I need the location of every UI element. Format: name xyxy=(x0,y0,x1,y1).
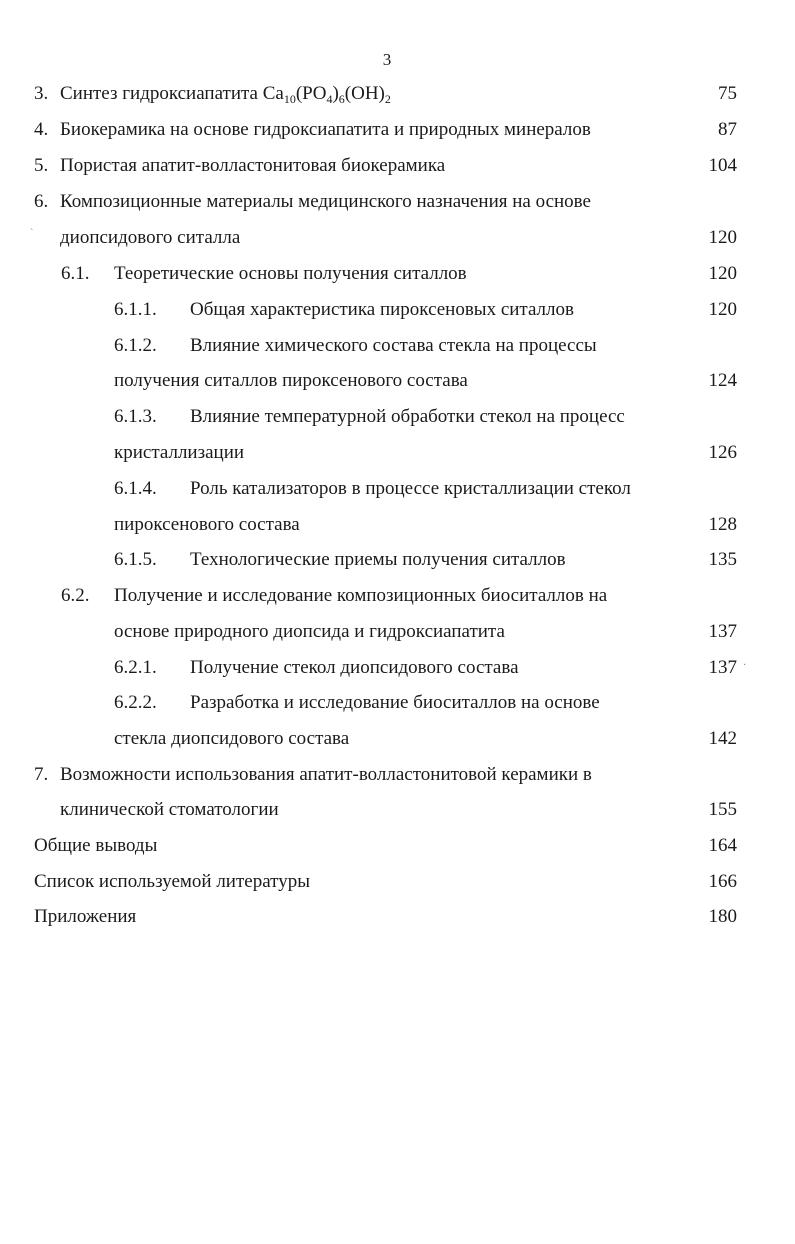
toc-page: 137 xyxy=(708,621,737,642)
toc-title: Список используемой литературы xyxy=(34,871,310,892)
toc-title: Биокерамика на основе гидроксиапатита и природных минералов xyxy=(60,119,591,140)
toc-page: 124 xyxy=(708,370,737,391)
toc-page: 164 xyxy=(708,835,737,856)
page-number: 3 xyxy=(382,50,392,69)
toc-title: Теоретические основы получения ситаллов xyxy=(114,263,467,284)
toc-title-cont: диопсидового ситалла xyxy=(60,227,241,248)
toc-number: 6.1.1. xyxy=(114,299,157,320)
toc-number: 7. xyxy=(34,764,49,785)
toc-page: 120 xyxy=(708,299,737,320)
toc-title: Технологические приемы получения ситаллов xyxy=(190,549,566,570)
toc-page: 137 xyxy=(708,657,737,678)
toc-number: 6.1.4. xyxy=(114,478,157,499)
toc-title: Влияние химического состава стекла на процессы xyxy=(190,335,597,356)
toc-number: 3. xyxy=(34,83,49,104)
toc-title-cont: основе природного диопсида и гидроксиапатита xyxy=(114,621,505,642)
toc-number: 6.2.2. xyxy=(114,692,157,713)
toc-page: 155 xyxy=(708,799,737,820)
toc-page: 128 xyxy=(708,514,737,535)
toc-number: 6.1.5. xyxy=(114,549,157,570)
toc-page: 135 xyxy=(708,549,737,570)
toc-number: 4. xyxy=(34,119,49,140)
toc-title-cont: получения ситаллов пироксенового состава xyxy=(114,370,468,391)
toc-title-cont: кристаллизации xyxy=(114,442,245,463)
toc-page: 75 xyxy=(718,83,737,104)
toc-number: 6. xyxy=(34,191,49,212)
toc-title: Композиционные материалы медицинского назначения на основе xyxy=(60,191,591,212)
scan-speck: · xyxy=(743,660,747,671)
toc-title: Разработка и исследование биоситаллов на основе xyxy=(190,692,600,713)
scan-speck: ` xyxy=(30,228,34,239)
toc-title: Приложения xyxy=(34,906,137,927)
toc-number: 6.2. xyxy=(61,585,90,606)
toc-title: Общая характеристика пироксеновых ситаллов xyxy=(190,299,574,320)
toc-page: 104 xyxy=(708,155,737,176)
toc-title: Роль катализаторов в процессе кристаллизации стекол xyxy=(190,478,631,499)
toc-title: Получение стекол диопсидового состава xyxy=(190,657,519,678)
toc-title: Возможности использования апатит-волластонитовой керамики в xyxy=(60,764,592,785)
toc-number: 5. xyxy=(34,155,49,176)
toc-page: 180 xyxy=(708,906,737,927)
toc-page: 87 xyxy=(718,119,737,140)
toc-title: Пористая апатит-волластонитовая биокерамика xyxy=(60,155,446,176)
toc-number: 6.1.3. xyxy=(114,406,157,427)
toc-title: Синтез гидроксиапатита $Ca_{10}(PO_4)_6(OH)_2$ xyxy=(60,83,391,106)
toc-title: Общие выводы xyxy=(34,835,158,856)
toc-number: 6.2.1. xyxy=(114,657,157,678)
toc-number: 6.1.2. xyxy=(114,335,157,356)
toc-page: 142 xyxy=(708,728,737,749)
toc-title: Влияние температурной обработки стекол на процесс xyxy=(190,406,625,427)
toc-page: 166 xyxy=(708,871,737,892)
toc-title-cont: пироксенового состава xyxy=(114,514,300,535)
toc-title-cont: стекла диопсидового состава xyxy=(114,728,350,749)
toc-page: 120 xyxy=(708,263,737,284)
toc-page: 126 xyxy=(708,442,737,463)
toc-page: 120 xyxy=(708,227,737,248)
toc-number: 6.1. xyxy=(61,263,90,284)
toc-title: Получение и исследование композиционных биоситаллов на xyxy=(114,585,608,606)
toc-title-cont: клинической стоматологии xyxy=(60,799,279,820)
